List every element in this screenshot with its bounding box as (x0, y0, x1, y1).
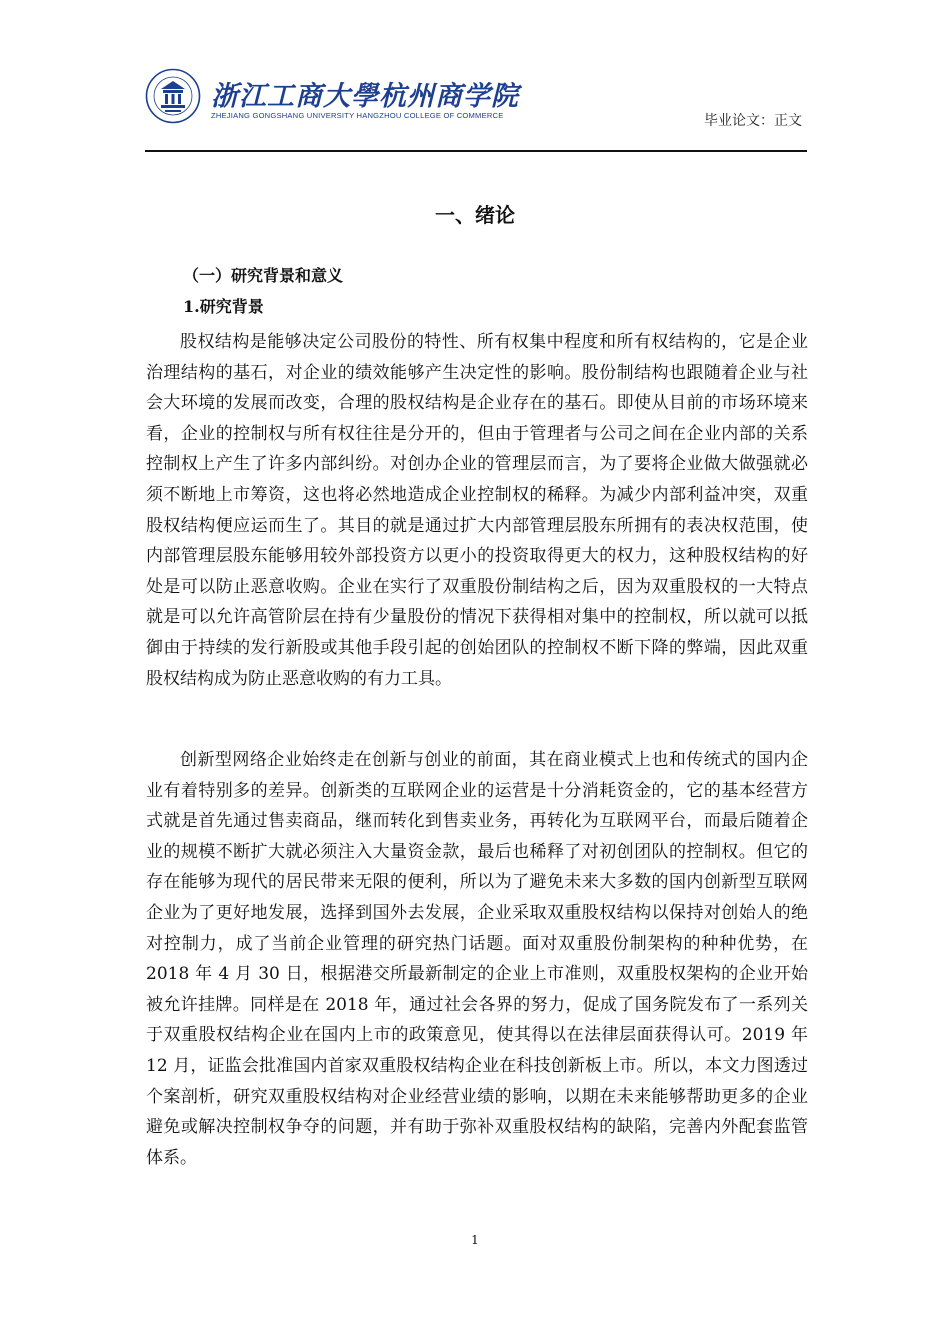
section-heading: （一）研究背景和意义 (183, 266, 344, 285)
body-paragraph-2: 创新型网络企业始终走在创新与创业的前面，其在商业模式上也和传统式的国内企业有着特别多的差异。创新类的互联网企业的运营是十分消耗资金的，它的基本经营方式就是首先通过售卖商品，继而转化到售卖业务，再转化为互联网平台，而最后随着企业的规模不断扩大就必须注入大量资金款，最后也稀释了对初创团队的控制权。但它的存在能够为现代的居民带来无限的便利，所以为了避免未来大多数的国内创新型互联网企业为了更好地发展，选择到国外去发展，企业采取双重股权结构以保持对创始人的绝对控制力，成了当前企业管理的研究热门话题。面对双重股份制架构的种种优势，在 2018 年 4 月 30 日，根据港交所最新制定的企业上市准则，双重股权架构的企业开始被允许挂牌。同样是在 2018 年，通过社会各界的努力，促成了国务院发布了一系列关于双重股权结构企业在国内上市的政策意见，使其得以在法律层面获得认可。2019 年 12 月，证监会批准国内首家双重股权结构企业在科技创新板上市。所以，本文力图透过个案剖析，研究双重股权结构对企业经营业绩的影响，以期在未来能够帮助更多的企业避免或解决控制权争夺的问题，并有助于弥补双重股权结构的缺陷，完善内外配套监管体系。 (146, 750, 808, 1168)
page-header (145, 64, 807, 152)
chapter-title: 一、绪论 (435, 203, 515, 227)
university-name-en: ZHEJIANG GONGSHANG UNIVERSITY HANGZHOU COLLEGE OF COMMERCE (211, 111, 504, 120)
body-paragraph-1: 股权结构是能够决定公司股份的特性、所有权集中程度和所有权结构的，它是企业治理结构的基石，对企业的绩效能够产生决定性的影响。股份制结构也跟随着企业与社会大环境的发展而改变，合理的股权结构是企业存在的基石。即使从目前的市场环境来看，企业的控制权与所有权往往是分开的，但由于管理者与公司之间在企业内部的关系控制权上产生了许多内部纠纷。对创办企业的管理层而言，为了要将企业做大做强就必须不断地上市筹资，这也将必然地造成企业控制权的稀释。为减少内部利益冲突，双重股权结构便应运而生了。其目的就是通过扩大内部管理层股东所拥有的表决权范围，使内部管理层股东能够用较外部投资方以更小的投资取得更大的权力，这种股权结构的好处是可以防止恶意收购。企业在实行了双重股份制结构之后，因为双重股权的一大特点就是可以允许高管阶层在持有少量股份的情况下获得相对集中的控制权，所以就可以抵御由于持续的发行新股或其他手段引起的创始团队的控制权不断下降的弊端，因此双重股权结构成为防止恶意收购的有力工具。 (146, 332, 808, 689)
subsection-heading: 1.研究背景 (183, 297, 264, 316)
page-number: 1 (471, 1233, 479, 1247)
university-name-cn: 浙江工商大學杭州商学院 (211, 81, 519, 112)
header-divider (145, 150, 807, 152)
university-emblem-icon (145, 68, 201, 124)
document-section-label: 毕业论文：正文 (704, 113, 802, 129)
